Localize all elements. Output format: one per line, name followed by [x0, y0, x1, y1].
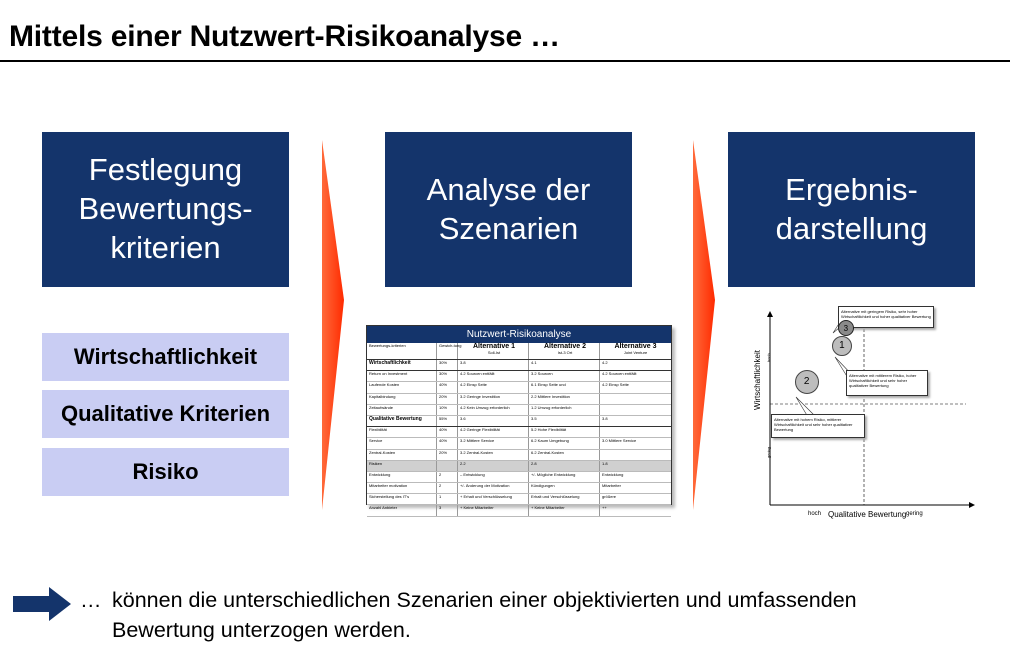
table-cell: Entwicklung [602, 471, 624, 477]
table-cell: ++ [602, 505, 607, 511]
table-header-row [367, 343, 671, 360]
bubble-alternative-3: 3 [838, 320, 854, 336]
callout-alt2: Alternative mit hohem Risiko, mittlerer Wirtschaftlichkeit und sehr hoher qualitativer Bewertung [771, 414, 865, 438]
table-cell: 2.2 Mittlere Investition [529, 394, 600, 404]
table-col-criteria: Bewertungs-kriterien [367, 343, 437, 359]
y-axis-low: gering [766, 446, 771, 458]
table-cell: 4.1 [529, 360, 600, 370]
table-cell: 6.2 Zentral-Kosten [529, 450, 600, 460]
conclusion-arrow-icon [13, 587, 71, 621]
table-cell: 3.8 [458, 360, 529, 370]
process-arrow-icon [318, 140, 346, 510]
table-cell: 40% [437, 438, 458, 448]
table-row [367, 416, 671, 427]
criterion-wirtschaftlichkeit: Wirtschaftlichkeit [42, 333, 289, 381]
table-cell: 3 [437, 505, 458, 515]
table-cell: Kündigungen [529, 483, 600, 493]
table-row [367, 427, 671, 438]
nutzwert-table [366, 325, 672, 511]
table-cell: 4.2 Einsp Seite [458, 382, 529, 392]
y-axis-label: Wirtschaftlichkeit [753, 349, 762, 410]
table-col-weight: Gewich-tung [437, 343, 458, 359]
table-cell: 4.2 [602, 360, 608, 365]
table-cell: 20% [437, 450, 458, 460]
table-cell: Zeitaufwände [367, 405, 437, 415]
conclusion-ellipsis: … [80, 588, 102, 612]
step-box-line: Analyse der [426, 171, 591, 207]
table-row [367, 371, 671, 382]
table-cell: +/- Änderung der Motivation [458, 483, 529, 493]
table-cell: 3.2 Geringe Investition [458, 394, 529, 404]
step-box-line: darstellung [775, 210, 928, 246]
table-cell: 3.0 Mittlere Service [602, 438, 637, 444]
table-cell: 1 [437, 494, 458, 504]
table-cell [437, 461, 458, 471]
x-axis-label: Qualitative Bewertung [828, 510, 907, 519]
x-axis-high: hoch [808, 511, 822, 517]
title-divider [0, 60, 1010, 62]
table-cell: 40% [437, 382, 458, 392]
table-cell: 4.2 Sourcen entfällt [458, 371, 529, 381]
conclusion-line-1: können die unterschiedlichen Szenarien einer objektivierten und umfassenden [112, 588, 857, 612]
process-arrow-icon [689, 140, 717, 510]
step-box-criteria [42, 132, 289, 287]
page-title: Mittels einer Nutzwert-Risikoanalyse … [9, 20, 560, 53]
table-cell: 30% [437, 371, 458, 381]
table-cell: Mitarbeiter [602, 483, 621, 489]
table-col-alt1: Alternative 1 Soll-Ist [458, 343, 529, 359]
table-cell: Kapitalbindung [367, 394, 437, 404]
criterion-risiko: Risiko [42, 448, 289, 496]
step-box-line: Bewertungs- [78, 191, 253, 227]
table-cell [600, 394, 669, 404]
callout-alt3: Alternative mit geringem Risiko, sehr hoher Wirtschaftlichkeit und hoher qualitativer Bewertung [838, 306, 934, 328]
table-cell: 55% [437, 416, 458, 426]
x-axis-low: gering [906, 511, 923, 517]
table-cell: 1.8 [602, 460, 608, 466]
table-cell: 10% [437, 405, 458, 415]
table-row [367, 483, 671, 494]
table-cell: 3.8 [602, 415, 608, 421]
step-box-line: Szenarien [438, 210, 579, 246]
table-cell: +/- Mögliche Entwicklung [529, 472, 600, 482]
table-cell: größere [602, 494, 617, 500]
table-cell: Laufende Kosten [367, 382, 437, 392]
table-cell: – Entwicklung [458, 472, 529, 482]
table-grid [367, 343, 671, 517]
table-cell: Service [367, 438, 437, 448]
table-cell [600, 427, 669, 437]
table-row [367, 472, 671, 483]
table-cell: 2 [437, 483, 458, 493]
table-cell: Mitarbeiter motivation [367, 483, 437, 493]
conclusion-text [80, 585, 857, 645]
table-col-alt2: Alternative 2 Ist-3 Ort [529, 343, 600, 359]
table-cell: + Keine Mitarbeiter [458, 505, 529, 515]
y-axis-high: hoch [766, 353, 771, 362]
table-row [367, 505, 671, 516]
bubble-alternative-1: 1 [832, 336, 852, 356]
table-cell: 3.5 [529, 416, 600, 426]
result-matrix [728, 300, 974, 522]
table-cell: 6.1 Einsp Seite und [529, 382, 600, 392]
table-cell: 3.2 Mittlere Service [458, 438, 529, 448]
table-row [367, 405, 671, 416]
table-cell: 2.8 [529, 461, 600, 471]
table-cell: Qualitative Bewertung [367, 416, 437, 426]
table-cell: 30% [437, 360, 458, 370]
table-cell: 2.2 [458, 461, 529, 471]
table-cell: 3.2 Sourcen [529, 371, 600, 381]
table-cell: Erhalt und Verschlüsselung [529, 494, 600, 504]
table-cell: Sicherstellung des IT's [367, 494, 437, 504]
table-cell: 1.2 Umzug erforderlich [529, 405, 600, 415]
table-row [367, 438, 671, 449]
table-row [367, 494, 671, 505]
table-cell [600, 405, 669, 415]
table-cell: 40% [437, 427, 458, 437]
table-cell: 6.2 Kaum Umgebung [529, 438, 600, 448]
table-cell: 5.2 Hohe Flexibilität [529, 427, 600, 437]
step-box-line: Festlegung [88, 152, 243, 188]
table-cell: Flexibilität [367, 427, 437, 437]
table-cell: 20% [437, 394, 458, 404]
table-row [367, 360, 671, 371]
table-cell: Return on Investment [367, 371, 437, 381]
callout-alt1: Alternative mit mittlerem Risiko, hoher Wirtschaftlichkeit und sehr hoher qualitativer Bewertung [846, 370, 928, 396]
table-cell: + Keine Mitarbeiter [529, 505, 600, 515]
table-row [367, 450, 671, 461]
table-cell: 4.2 Geringe Flexibilität [458, 427, 529, 437]
table-cell: 4.2 Kein Umzug erforderlich [458, 405, 529, 415]
table-cell: 4.2 Sourcen entfällt [602, 371, 637, 377]
table-row [367, 461, 671, 472]
table-cell: 4.2 Einsp Seite [602, 382, 629, 388]
table-cell: Zentral-Kosten [367, 450, 437, 460]
step-box-line: Ergebnis- [785, 171, 918, 207]
table-cell: Wirtschaftlichkeit [367, 360, 437, 370]
table-cell: + Erhalt und Verschlüsselung [458, 494, 529, 504]
table-title: Nutzwert-Risikoanalyse [367, 326, 671, 343]
table-cell [600, 450, 669, 460]
conclusion-line-2: Bewertung unterzogen werden. [112, 618, 411, 642]
table-cell: Risiken [367, 461, 437, 471]
table-row [367, 382, 671, 393]
table-cell: 3.2 Zentral-Kosten [458, 450, 529, 460]
criterion-qualitative: Qualitative Kriterien [42, 390, 289, 438]
step-box-results [728, 132, 975, 287]
step-box-line: kriterien [110, 229, 221, 265]
table-cell: Entwicklung [367, 472, 437, 482]
table-cell: 2 [437, 472, 458, 482]
step-box-analysis [385, 132, 632, 287]
bubble-alternative-2: 2 [795, 370, 819, 394]
table-cell: Anzahl Anbieter [367, 505, 437, 515]
table-col-alt3: Alternative 3 Joint Venture [614, 343, 657, 355]
table-row [367, 394, 671, 405]
table-cell: 3.6 [458, 416, 529, 426]
